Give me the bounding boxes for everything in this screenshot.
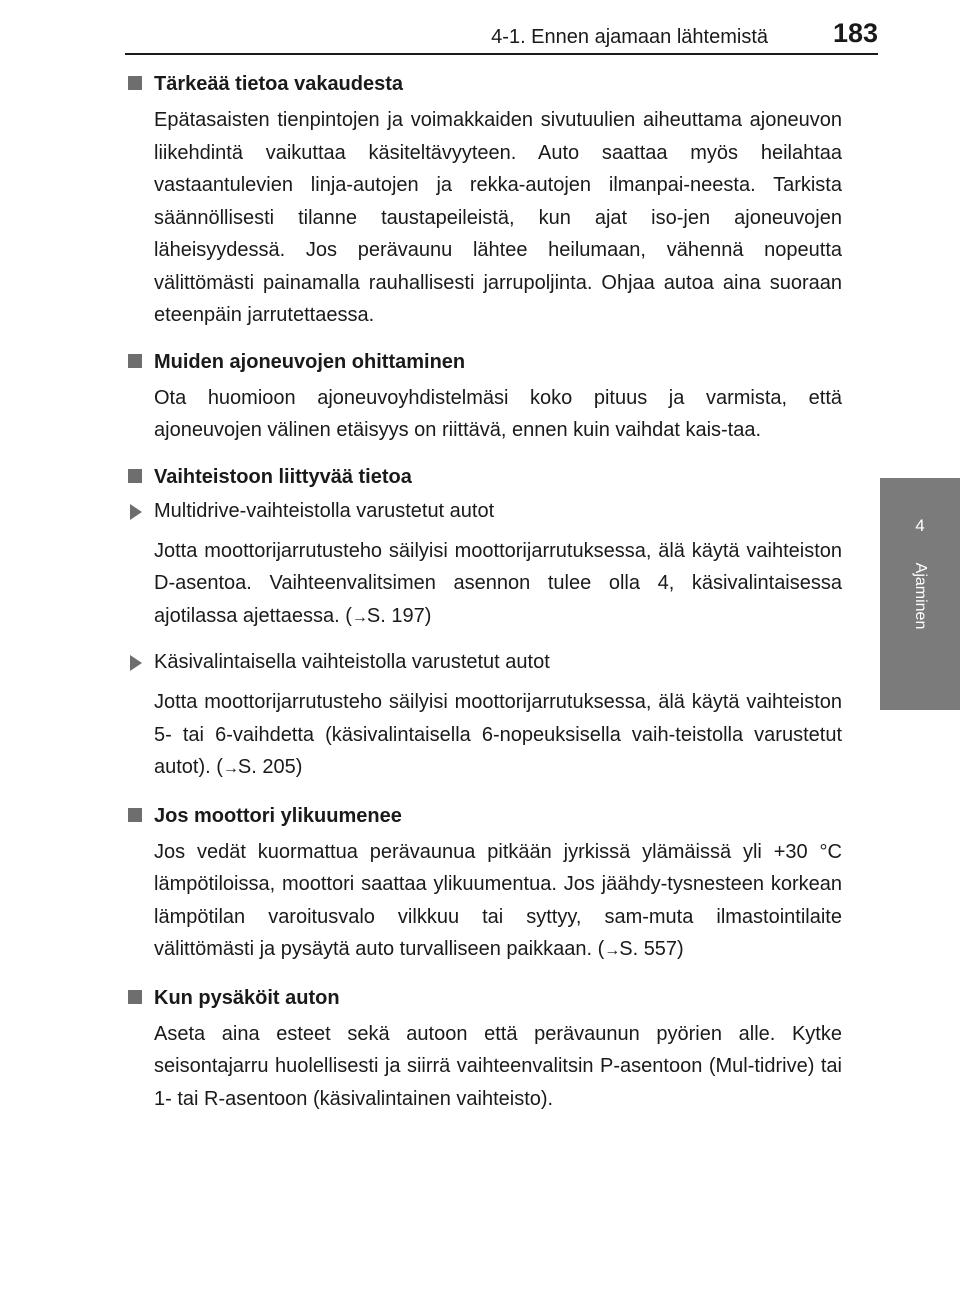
chapter-tab bbox=[880, 478, 960, 710]
chapter-number: 4 bbox=[915, 516, 925, 535]
heading-text: Tärkeää tietoa vakaudesta bbox=[154, 73, 404, 95]
subsection-heading bbox=[128, 648, 842, 676]
subsection-paragraph bbox=[128, 535, 842, 635]
section-paragraph bbox=[128, 836, 842, 968]
square-bullet-icon bbox=[128, 76, 142, 90]
paragraph-text: Jos vedät kuormattua perävaunua pitkään jyrkissä ylämäissä yli +30 °C lämpötiloissa, moottori saattaa ylikuumentua. Jos jäähdy-tysnesteen korkean lämpötilan varoitusvalo vilkkuu tai syttyy, sam-muta ilmastointilaite välittömästi ja pysäytä auto turvalliseen paikkaan. ( bbox=[154, 840, 842, 960]
heading-text: Vaihteistoon liittyvää tietoa bbox=[154, 465, 412, 488]
section-paragraph: Ota huomioon ajoneuvoyhdistelmäsi koko pituus ja varmista, että ajoneuvojen välinen etäisyys on riittävä, ennen kuin vaihdat kais-taa. bbox=[154, 386, 842, 441]
square-bullet-icon bbox=[128, 990, 142, 1004]
subsection-paragraph bbox=[128, 686, 842, 786]
subsection-title: Multidrive-vaihteistolla varustetut autot bbox=[154, 499, 495, 522]
section-overtaking bbox=[128, 348, 842, 447]
page-content bbox=[128, 70, 842, 1131]
arrow-icon: → bbox=[351, 608, 367, 626]
header-divider bbox=[125, 53, 878, 55]
section-transmission bbox=[128, 463, 842, 786]
page-number: 183 bbox=[832, 18, 878, 48]
heading-text: Muiden ajoneuvojen ohittaminen bbox=[154, 350, 466, 373]
section-parking bbox=[128, 984, 842, 1116]
section-heading bbox=[128, 348, 842, 376]
arrow-icon: → bbox=[222, 760, 238, 777]
subsection-heading bbox=[128, 497, 842, 525]
subsection-title: Käsivalintaisella vaihteistolla varustetut autot bbox=[154, 651, 550, 673]
square-bullet-icon bbox=[128, 808, 142, 822]
section-heading bbox=[128, 802, 842, 830]
section-paragraph: Epätasaisten tienpintojen ja voimakkaiden sivutuulien aiheuttama ajoneuvon liikehdintä vaikuttaa käsiteltävyyteen. Auto saattaa myös heilahtaa vastaantulevien linja-autojen ja rekka-autojen ilmanpai-neesta. Tarkista säännöllisesti tilanne taustapeileistä, kun ajat iso-jen ajoneuvojen läheisyydessä. Jos perävaunu lähtee heilumaan, vähennä nopeutta välittömästi painamalla rauhallisesti jarrupoljinta. Ohjaa autoa aina suoraan eteenpäin jarrutettaessa. bbox=[154, 109, 842, 326]
triangle-bullet-icon bbox=[130, 504, 142, 520]
triangle-bullet-icon bbox=[130, 655, 142, 671]
page-header bbox=[0, 0, 960, 56]
section-heading bbox=[128, 463, 842, 491]
paragraph-text: Jotta moottorijarrutusteho säilyisi moottorijarrutuksessa, älä käytä vaihteiston D-asentoa. Vaihteenvalitsimen asennon tulee olla 4, käsivalintaisessa ajotilassa ajettaessa. ( bbox=[154, 539, 842, 627]
square-bullet-icon bbox=[128, 469, 142, 483]
page-reference[interactable]: S. 557) bbox=[619, 938, 684, 960]
arrow-icon: → bbox=[604, 942, 620, 959]
heading-text: Kun pysäköit auton bbox=[154, 986, 340, 1009]
section-heading bbox=[128, 70, 842, 98]
paragraph-text: Jotta moottorijarrutusteho säilyisi moottorijarrutuksessa, älä käytä vaihteiston 5- tai 6-vaihdetta (käsivalintaisella 6-nopeuksisella vaih-teistolla varustetut autot). ( bbox=[154, 691, 842, 778]
section-title: 4-1. Ennen ajamaan lähtemistä bbox=[491, 26, 768, 48]
page-reference[interactable]: S. 205) bbox=[237, 756, 303, 778]
heading-text: Jos moottori ylikuumenee bbox=[154, 804, 402, 827]
square-bullet-icon bbox=[128, 354, 142, 368]
section-overheating bbox=[128, 802, 842, 968]
section-heading bbox=[128, 984, 842, 1012]
page-reference[interactable]: S. 197) bbox=[366, 604, 432, 627]
chapter-label: Ajaminen bbox=[912, 562, 929, 630]
section-paragraph: Aseta aina esteet sekä autoon että perävaunun pyörien alle. Kytke seisontajarru huolellisesti ja siirrä vaihteenvalitsin P-asentoon (Mul-tidrive) tai 1- tai R-asentoon (käsivalintainen vaihteisto). bbox=[154, 1022, 842, 1110]
section-stability bbox=[128, 70, 842, 332]
